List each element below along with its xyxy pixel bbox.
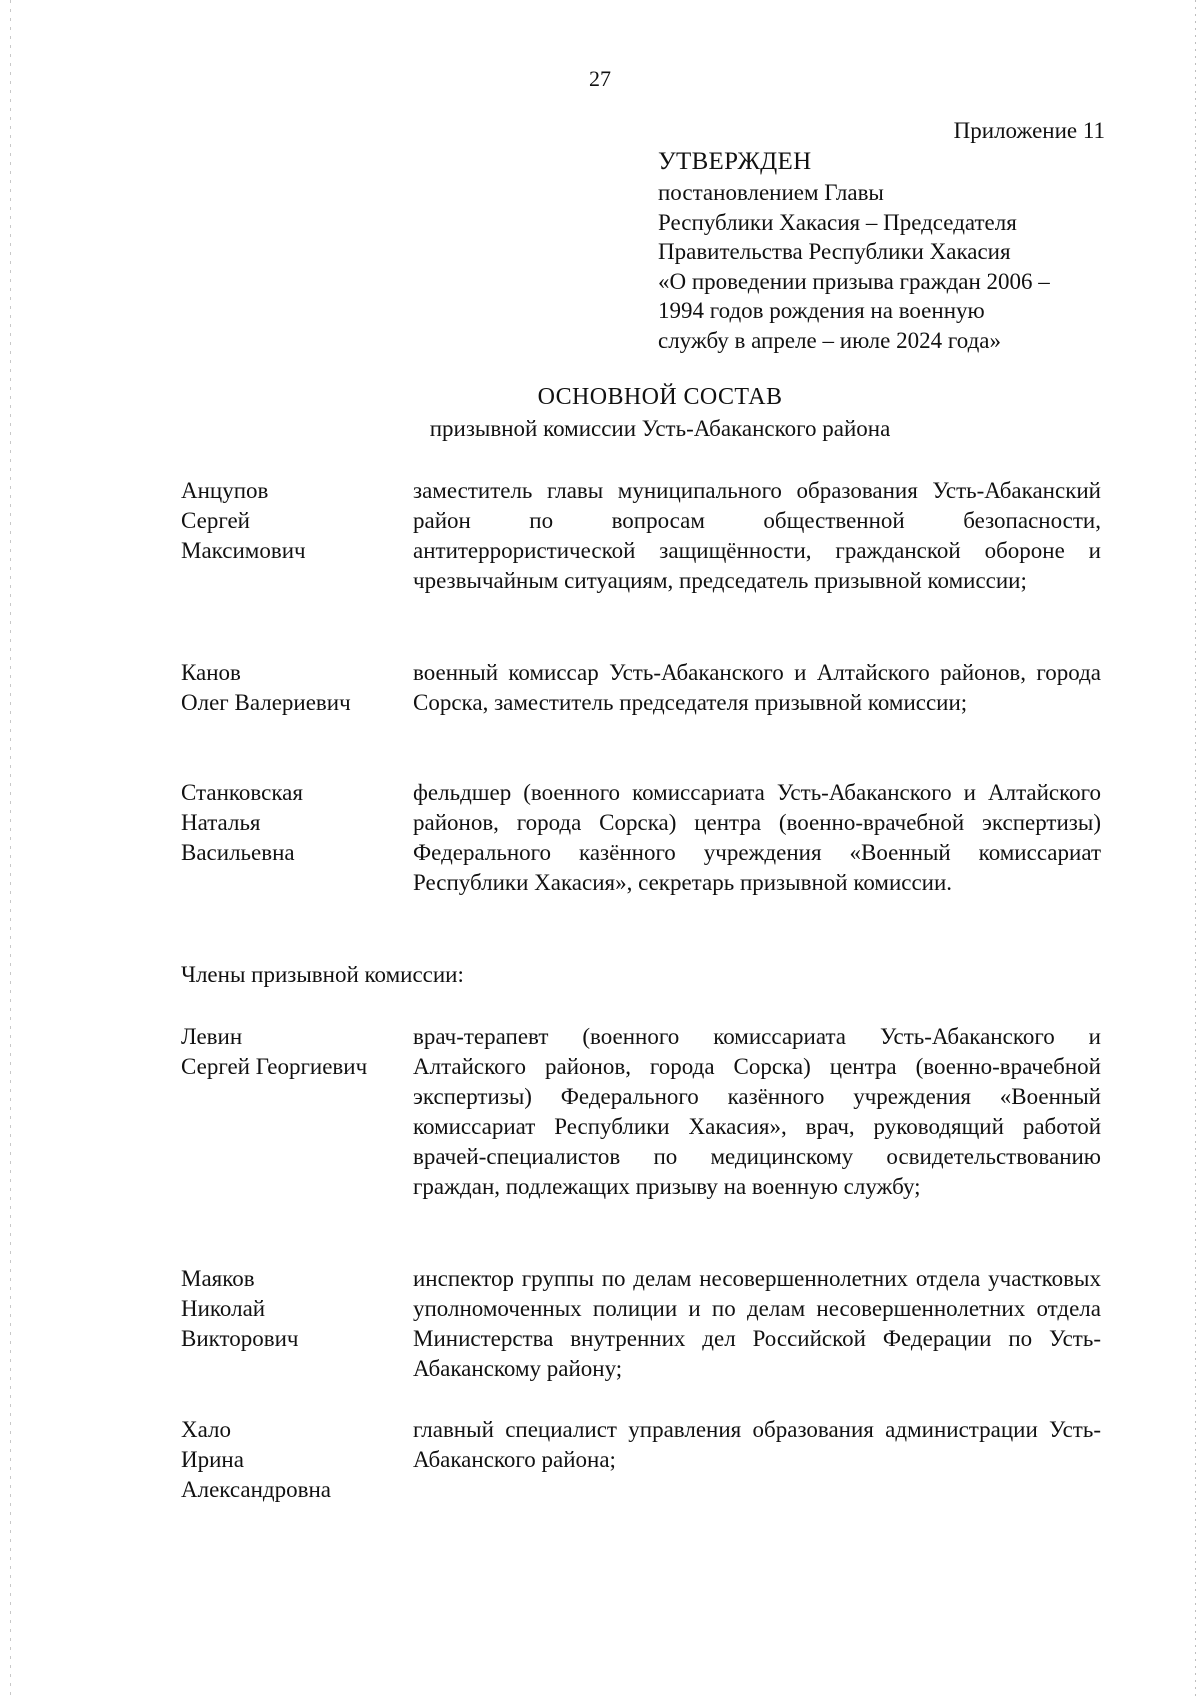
- commission-entry: [181, 778, 1101, 928]
- member-role: инспектор группы по делам несовершеннолетних отдела участковых уполномоченных полиции и по делам несовершеннолетних отдела Министерства внутренних дел Российской Федерации по Усть-Абаканскому району;: [413, 1266, 1101, 1381]
- member-name: [181, 778, 411, 868]
- approval-line: службу в апреле – июле 2024 года»: [658, 327, 1001, 353]
- scan-edge-right: [1195, 0, 1196, 1698]
- member-role: заместитель главы муниципального образования Усть-Абаканский район по вопросам общественной безопасности, антитеррористической защищённости, гражданской обороне и чрезвычайным ситуациям, председатель призывной комиссии;: [413, 478, 1101, 593]
- commission-entry: [181, 1415, 1101, 1505]
- approval-line: Правительства Республики Хакасия: [658, 239, 1011, 264]
- member-name: [181, 1415, 411, 1505]
- document-title: ОСНОВНОЙ СОСТАВ: [537, 384, 783, 410]
- member-surname: Анцупов: [181, 478, 269, 503]
- commission-entry: [181, 1264, 1101, 1384]
- member-given-name: Олег Валериевич: [181, 690, 351, 715]
- member-surname: Хало: [181, 1417, 231, 1442]
- member-role: военный комиссар Усть-Абаканского и Алтайского районов, города Сорска, заместитель председателя призывной комиссии;: [413, 660, 1101, 715]
- approval-line: 1994 годов рождения на военную: [658, 298, 985, 323]
- approval-line: постановлением Главы: [658, 180, 884, 205]
- member-patronymic: Максимович: [181, 538, 306, 563]
- member-role: врач-терапевт (военного комиссариата Усть-Абаканского и Алтайского районов, города Сорска) центра (военно-врачебной экспертизы) Федерального казённого учреждения «Военный комиссариат Республики Хакасия», врач, руководящий работой врачей-специалистов по медицинскому освидетельствованию граждан, подлежащих призыву на военную службу;: [413, 1024, 1101, 1199]
- member-name: [181, 1022, 411, 1082]
- members-heading: Члены призывной комиссии:: [181, 962, 464, 987]
- member-patronymic: Александровна: [181, 1477, 331, 1502]
- approval-line: «О проведении призыва граждан 2006 –: [658, 268, 1050, 294]
- member-role: главный специалист управления образования администрации Усть-Абаканского района;: [413, 1417, 1101, 1472]
- member-name: [181, 476, 411, 566]
- member-name: [181, 1264, 411, 1354]
- member-patronymic: Васильевна: [181, 840, 295, 865]
- member-patronymic: Викторович: [181, 1326, 299, 1351]
- member-given-name: Ирина: [181, 1447, 244, 1472]
- approval-line: Республики Хакасия – Председателя: [658, 209, 1017, 235]
- scan-edge-left: [10, 0, 11, 1698]
- member-given-name: Наталья: [181, 810, 261, 835]
- member-surname: Левин: [181, 1024, 243, 1049]
- page-number: 27: [589, 66, 611, 91]
- appendix-label: Приложение 11: [953, 118, 1105, 143]
- document-subtitle: призывной комиссии Усть-Абаканского района: [429, 416, 891, 441]
- member-given-name: Сергей: [181, 508, 250, 533]
- approval-heading: УТВЕРЖДЕН: [658, 148, 812, 175]
- member-surname: Канов: [181, 660, 241, 685]
- member-role: фельдшер (военного комиссариата Усть-Абаканского и Алтайского районов, города Сорска) центра (военно-врачебной экспертизы) Федерального казённого учреждения «Военный комиссариат Республики Хакасия», секретарь призывной комиссии.: [413, 780, 1101, 895]
- member-surname: Маяков: [181, 1266, 255, 1291]
- member-surname: Станковская: [181, 780, 303, 805]
- commission-entry: [181, 476, 1101, 626]
- member-given-name: Сергей Георгиевич: [181, 1054, 368, 1079]
- member-name: [181, 658, 411, 718]
- commission-entry: [181, 1022, 1101, 1232]
- member-given-name: Николай: [181, 1296, 266, 1321]
- commission-entry: [181, 658, 1101, 748]
- approval-block: [658, 146, 1118, 355]
